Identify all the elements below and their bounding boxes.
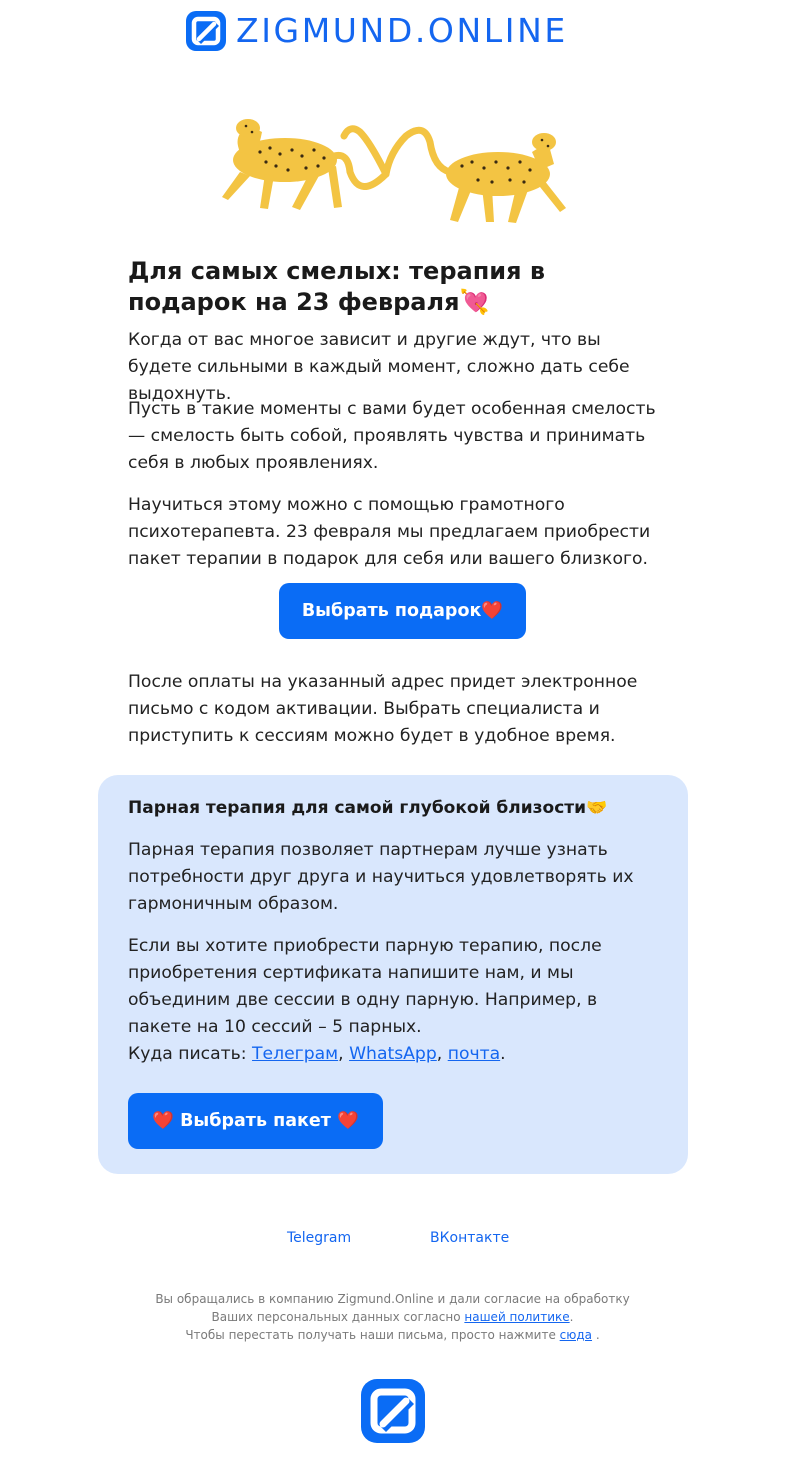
separator: ,: [338, 1044, 350, 1064]
legal-text-part-2: .: [569, 1310, 574, 1324]
whatsapp-link[interactable]: WhatsApp: [349, 1044, 437, 1064]
brand-name: ZIGMUND.ONLINE: [236, 11, 568, 50]
separator: ,: [436, 1044, 448, 1064]
unsubscribe-text-end: .: [592, 1328, 600, 1342]
telegram-link[interactable]: Телеграм: [252, 1044, 339, 1064]
intro-paragraph-2: Пусть в такие моменты с вами будет особенная смелость — смелость быть собой, проявлять чувства и принимать себя в любых проявлениях.: [128, 399, 656, 473]
hero-illustration: [210, 112, 580, 232]
legal-text: [140, 1290, 645, 1344]
couple-therapy-title: Парная терапия для самой глубокой близости🤝: [128, 798, 608, 818]
couple-paragraph-1: Парная терапия позволяет партнерам лучше узнать потребности друг друга и научиться удовлетворять их гармоничным образом.: [128, 840, 634, 914]
couple-paragraph-2: [128, 933, 663, 1068]
unsubscribe-link[interactable]: сюда: [559, 1328, 593, 1342]
legal-text-part-1: Вы обращались в компанию Zigmund.Online и дали согласие на обработку Ваших персональных данных согласно: [155, 1292, 630, 1324]
header-logo[interactable]: [186, 11, 568, 51]
footer-logo-icon[interactable]: [361, 1379, 425, 1443]
contact-prefix: Куда писать:: [128, 1044, 253, 1064]
zigmund-logo-icon: [186, 11, 226, 51]
couple-paragraph-2-text: Если вы хотите приобрести парную терапию, после приобретения сертификата напишите нам, и мы объединим две сессии в одну парную. Например, в пакете на 10 сессий – 5 парных.: [128, 936, 602, 1037]
cheetah-right-icon: [344, 129, 566, 223]
page-title: Для самых смелых: терапия в подарок на 23 февраля💘: [128, 257, 546, 316]
intro-paragraph-1: Когда от вас многое зависит и другие ждут, что вы будете сильными в каждый момент, сложно дать себе выдохнуть.: [128, 330, 630, 404]
email-link[interactable]: почта: [447, 1044, 501, 1064]
activation-paragraph: После оплаты на указанный адрес придет электронное письмо с кодом активации. Выбрать специалиста и приступить к сессиям можно будет в удобное время.: [128, 672, 638, 746]
footer-vk-link[interactable]: ВКонтакте: [430, 1230, 510, 1246]
footer-telegram-link[interactable]: Telegram: [287, 1230, 352, 1246]
choose-package-button[interactable]: ❤️ Выбрать пакет ❤️: [128, 1093, 383, 1149]
contact-end: .: [500, 1044, 506, 1064]
unsubscribe-text: Чтобы перестать получать наши письма, просто нажмите: [185, 1328, 560, 1342]
privacy-policy-link[interactable]: нашей политике: [464, 1310, 570, 1324]
intro-paragraph-3: Научиться этому можно с помощью грамотного психотерапевта. 23 февраля мы предлагаем приобрести пакет терапии в подарок для себя или вашего близкого.: [128, 495, 651, 569]
choose-gift-button[interactable]: Выбрать подарок❤️: [279, 583, 526, 639]
